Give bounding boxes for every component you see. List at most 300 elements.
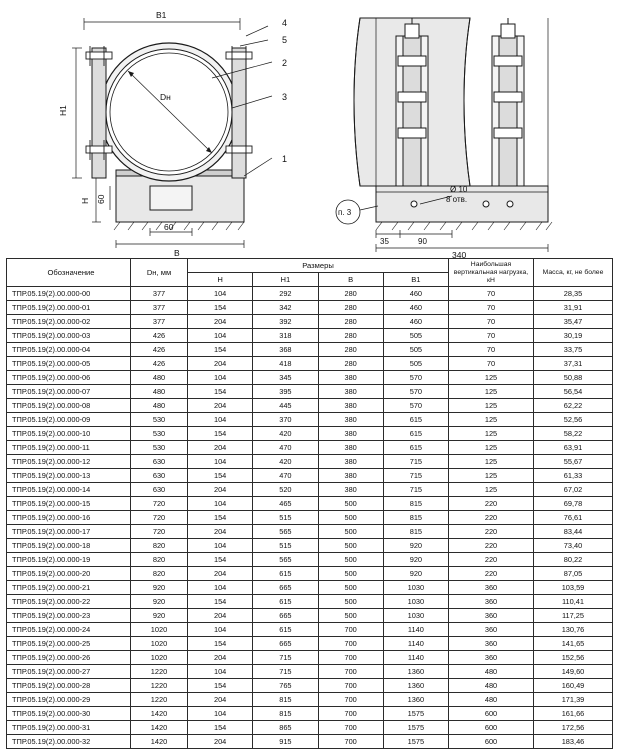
cell-value: 154 xyxy=(188,679,253,693)
cell-value: 570 xyxy=(383,385,448,399)
table-row xyxy=(7,441,613,455)
specification-table xyxy=(6,258,613,749)
th-h1: H1 xyxy=(253,273,318,287)
cell-value: 500 xyxy=(318,511,383,525)
cell-value: 715 xyxy=(383,455,448,469)
table-row xyxy=(7,343,613,357)
cell-designation: ТПР.05.19(2).00.000-16 xyxy=(7,511,131,525)
cell-value: 280 xyxy=(318,357,383,371)
th-b: B xyxy=(318,273,383,287)
cell-designation: ТПР.05.19(2).00.000-27 xyxy=(7,665,131,679)
cell-designation: ТПР.05.19(2).00.000-14 xyxy=(7,483,131,497)
table-row xyxy=(7,553,613,567)
cell-designation: ТПР.05.19(2).00.000-28 xyxy=(7,679,131,693)
cell-value: 154 xyxy=(188,553,253,567)
table-row xyxy=(7,427,613,441)
cell-value: 125 xyxy=(449,371,534,385)
cell-value: 665 xyxy=(253,581,318,595)
cell-value: 565 xyxy=(253,553,318,567)
cell-value: 67,02 xyxy=(534,483,613,497)
cell-value: 220 xyxy=(449,553,534,567)
cell-value: 505 xyxy=(383,343,448,357)
cell-value: 426 xyxy=(131,329,188,343)
cell-value: 130,76 xyxy=(534,623,613,637)
dim-label-340: 340 xyxy=(452,250,467,258)
table-row xyxy=(7,371,613,385)
cell-value: 220 xyxy=(449,525,534,539)
cell-value: 149,60 xyxy=(534,665,613,679)
cell-value: 500 xyxy=(318,581,383,595)
cell-value: 1140 xyxy=(383,623,448,637)
front-view xyxy=(72,18,272,248)
th-designation: Обозначение xyxy=(7,259,131,287)
cell-value: 700 xyxy=(318,665,383,679)
cell-value: 204 xyxy=(188,483,253,497)
cell-value: 62,22 xyxy=(534,399,613,413)
cell-value: 204 xyxy=(188,735,253,749)
cell-value: 220 xyxy=(449,511,534,525)
dim-label-dn: Dн xyxy=(160,92,171,102)
cell-value: 73,40 xyxy=(534,539,613,553)
cell-value: 61,33 xyxy=(534,469,613,483)
cell-value: 1020 xyxy=(131,637,188,651)
cell-value: 1360 xyxy=(383,665,448,679)
cell-value: 700 xyxy=(318,693,383,707)
table-row xyxy=(7,637,613,651)
cell-value: 204 xyxy=(188,357,253,371)
cell-value: 69,78 xyxy=(534,497,613,511)
cell-value: 31,91 xyxy=(534,301,613,315)
cell-value: 154 xyxy=(188,427,253,441)
cell-value: 480 xyxy=(131,399,188,413)
cell-value: 665 xyxy=(253,637,318,651)
cell-value: 360 xyxy=(449,637,534,651)
cell-value: 110,41 xyxy=(534,595,613,609)
cell-value: 204 xyxy=(188,609,253,623)
cell-value: 125 xyxy=(449,469,534,483)
cell-value: 426 xyxy=(131,343,188,357)
cell-value: 700 xyxy=(318,679,383,693)
cell-value: 37,31 xyxy=(534,357,613,371)
cell-value: 920 xyxy=(383,539,448,553)
cell-value: 1030 xyxy=(383,609,448,623)
cell-value: 125 xyxy=(449,385,534,399)
cell-value: 500 xyxy=(318,567,383,581)
cell-value: 420 xyxy=(253,455,318,469)
cell-value: 377 xyxy=(131,287,188,301)
cell-value: 700 xyxy=(318,707,383,721)
cell-value: 630 xyxy=(131,483,188,497)
table-body xyxy=(7,287,613,749)
cell-designation: ТПР.05.19(2).00.000-29 xyxy=(7,693,131,707)
cell-value: 380 xyxy=(318,441,383,455)
cell-value: 87,05 xyxy=(534,567,613,581)
cell-designation: ТПР.05.19(2).00.000-21 xyxy=(7,581,131,595)
cell-value: 1220 xyxy=(131,693,188,707)
th-dn: Dн, мм xyxy=(131,259,188,287)
cell-value: 125 xyxy=(449,427,534,441)
cell-value: 380 xyxy=(318,371,383,385)
cell-value: 815 xyxy=(383,511,448,525)
cell-value: 380 xyxy=(318,385,383,399)
cell-value: 104 xyxy=(188,497,253,511)
cell-designation: ТПР.05.19(2).00.000-00 xyxy=(7,287,131,301)
cell-value: 154 xyxy=(188,637,253,651)
dim-label-h1: H1 xyxy=(58,105,68,116)
cell-value: 30,19 xyxy=(534,329,613,343)
cell-value: 700 xyxy=(318,735,383,749)
cell-value: 460 xyxy=(383,301,448,315)
cell-value: 1420 xyxy=(131,735,188,749)
cell-designation: ТПР.05.19(2).00.000-19 xyxy=(7,553,131,567)
cell-value: 125 xyxy=(449,441,534,455)
cell-value: 204 xyxy=(188,441,253,455)
cell-value: 1020 xyxy=(131,651,188,665)
cell-value: 565 xyxy=(253,525,318,539)
table-row xyxy=(7,735,613,749)
side-view xyxy=(336,18,552,252)
cell-value: 500 xyxy=(318,539,383,553)
cell-value: 141,65 xyxy=(534,637,613,651)
cell-value: 420 xyxy=(253,427,318,441)
cell-designation: ТПР.05.19(2).00.000-05 xyxy=(7,357,131,371)
drawing-area xyxy=(0,0,619,258)
table-row xyxy=(7,469,613,483)
cell-value: 1360 xyxy=(383,679,448,693)
cell-value: 104 xyxy=(188,539,253,553)
cell-designation: ТПР.05.19(2).00.000-24 xyxy=(7,623,131,637)
cell-value: 865 xyxy=(253,721,318,735)
cell-value: 104 xyxy=(188,287,253,301)
cell-value: 1140 xyxy=(383,637,448,651)
cell-value: 204 xyxy=(188,399,253,413)
cell-value: 104 xyxy=(188,707,253,721)
cell-value: 470 xyxy=(253,469,318,483)
cell-value: 342 xyxy=(253,301,318,315)
cell-designation: ТПР.05.19(2).00.000-11 xyxy=(7,441,131,455)
cell-value: 1575 xyxy=(383,721,448,735)
cell-value: 154 xyxy=(188,385,253,399)
cell-value: 460 xyxy=(383,287,448,301)
cell-value: 104 xyxy=(188,581,253,595)
cell-designation: ТПР.05.19(2).00.000-20 xyxy=(7,567,131,581)
cell-value: 63,91 xyxy=(534,441,613,455)
cell-designation: ТПР.05.19(2).00.000-17 xyxy=(7,525,131,539)
th-b1: B1 xyxy=(383,273,448,287)
cell-value: 820 xyxy=(131,553,188,567)
cell-value: 50,88 xyxy=(534,371,613,385)
cell-value: 125 xyxy=(449,483,534,497)
cell-value: 615 xyxy=(253,623,318,637)
cell-value: 154 xyxy=(188,721,253,735)
cell-value: 104 xyxy=(188,455,253,469)
dim-label-b1: B1 xyxy=(156,10,167,20)
cell-value: 426 xyxy=(131,357,188,371)
cell-value: 125 xyxy=(449,455,534,469)
cell-value: 70 xyxy=(449,301,534,315)
table-row xyxy=(7,413,613,427)
cell-value: 360 xyxy=(449,623,534,637)
cell-designation: ТПР.05.19(2).00.000-04 xyxy=(7,343,131,357)
cell-value: 600 xyxy=(449,707,534,721)
cell-value: 820 xyxy=(131,539,188,553)
table-row xyxy=(7,497,613,511)
cell-value: 204 xyxy=(188,651,253,665)
table-row xyxy=(7,581,613,595)
cell-value: 52,56 xyxy=(534,413,613,427)
cell-value: 104 xyxy=(188,623,253,637)
cell-value: 204 xyxy=(188,567,253,581)
table-row xyxy=(7,329,613,343)
cell-designation: ТПР.05.19(2).00.000-18 xyxy=(7,539,131,553)
cell-value: 380 xyxy=(318,455,383,469)
cell-value: 160,49 xyxy=(534,679,613,693)
cell-value: 70 xyxy=(449,315,534,329)
table-row xyxy=(7,707,613,721)
cell-value: 630 xyxy=(131,455,188,469)
cell-value: 460 xyxy=(383,315,448,329)
cell-designation: ТПР.05.19(2).00.000-09 xyxy=(7,413,131,427)
table-row xyxy=(7,651,613,665)
cell-value: 1575 xyxy=(383,707,448,721)
cell-value: 715 xyxy=(253,665,318,679)
table-row xyxy=(7,511,613,525)
cell-value: 220 xyxy=(449,539,534,553)
cell-value: 104 xyxy=(188,413,253,427)
table-row xyxy=(7,455,613,469)
cell-value: 1140 xyxy=(383,651,448,665)
cell-designation: ТПР.05.19(2).00.000-31 xyxy=(7,721,131,735)
callout-3: 3 xyxy=(282,92,288,102)
cell-value: 500 xyxy=(318,595,383,609)
table-row xyxy=(7,357,613,371)
cell-value: 700 xyxy=(318,637,383,651)
th-sizes: Размеры xyxy=(188,259,449,273)
cell-value: 154 xyxy=(188,343,253,357)
cell-value: 380 xyxy=(318,427,383,441)
cell-value: 720 xyxy=(131,497,188,511)
cell-value: 418 xyxy=(253,357,318,371)
cell-value: 480 xyxy=(449,679,534,693)
cell-designation: ТПР.05.19(2).00.000-01 xyxy=(7,301,131,315)
cell-value: 83,44 xyxy=(534,525,613,539)
cell-designation: ТПР.05.19(2).00.000-06 xyxy=(7,371,131,385)
cell-value: 161,66 xyxy=(534,707,613,721)
dim-label-60-horizontal: 60 xyxy=(164,222,174,232)
cell-value: 292 xyxy=(253,287,318,301)
cell-value: 33,75 xyxy=(534,343,613,357)
dim-label-b: B xyxy=(174,248,180,258)
cell-value: 56,54 xyxy=(534,385,613,399)
cell-value: 172,56 xyxy=(534,721,613,735)
cell-value: 35,47 xyxy=(534,315,613,329)
th-h: H xyxy=(188,273,253,287)
cell-value: 76,61 xyxy=(534,511,613,525)
cell-value: 318 xyxy=(253,329,318,343)
cell-designation: ТПР.05.19(2).00.000-03 xyxy=(7,329,131,343)
cell-value: 117,25 xyxy=(534,609,613,623)
cell-designation: ТПР.05.19(2).00.000-26 xyxy=(7,651,131,665)
dim-label-35: 35 xyxy=(380,237,389,246)
cell-value: 345 xyxy=(253,371,318,385)
cell-value: 1575 xyxy=(383,735,448,749)
cell-value: 815 xyxy=(253,707,318,721)
cell-value: 125 xyxy=(449,399,534,413)
cell-value: 615 xyxy=(383,441,448,455)
cell-value: 360 xyxy=(449,651,534,665)
cell-value: 1220 xyxy=(131,665,188,679)
cell-value: 715 xyxy=(253,651,318,665)
cell-designation: ТПР.05.19(2).00.000-23 xyxy=(7,609,131,623)
table-row xyxy=(7,595,613,609)
cell-designation: ТПР.05.19(2).00.000-13 xyxy=(7,469,131,483)
table-row xyxy=(7,385,613,399)
table-row xyxy=(7,721,613,735)
cell-value: 500 xyxy=(318,553,383,567)
note-p3: п. 3 xyxy=(338,208,352,217)
table-row xyxy=(7,567,613,581)
cell-value: 280 xyxy=(318,315,383,329)
th-load: Наибольшая вертикальная нагрузка, кН xyxy=(449,259,534,287)
hole-diameter-label: Ø 10 xyxy=(450,185,468,194)
assembly-drawings xyxy=(0,0,619,258)
dim-label-90: 90 xyxy=(418,237,427,246)
cell-value: 204 xyxy=(188,315,253,329)
cell-value: 70 xyxy=(449,329,534,343)
cell-value: 104 xyxy=(188,371,253,385)
cell-value: 615 xyxy=(383,413,448,427)
cell-designation: ТПР.05.19(2).00.000-22 xyxy=(7,595,131,609)
cell-value: 125 xyxy=(449,413,534,427)
cell-value: 820 xyxy=(131,567,188,581)
cell-value: 515 xyxy=(253,511,318,525)
cell-value: 915 xyxy=(253,735,318,749)
cell-value: 920 xyxy=(383,553,448,567)
cell-value: 920 xyxy=(131,581,188,595)
cell-value: 171,39 xyxy=(534,693,613,707)
callout-5: 5 xyxy=(282,35,288,45)
cell-value: 204 xyxy=(188,693,253,707)
cell-value: 1420 xyxy=(131,721,188,735)
cell-value: 183,46 xyxy=(534,735,613,749)
cell-value: 377 xyxy=(131,315,188,329)
cell-value: 920 xyxy=(131,609,188,623)
cell-value: 920 xyxy=(131,595,188,609)
cell-value: 515 xyxy=(253,539,318,553)
cell-value: 500 xyxy=(318,525,383,539)
table-row xyxy=(7,483,613,497)
cell-designation: ТПР.05.19(2).00.000-32 xyxy=(7,735,131,749)
cell-value: 480 xyxy=(131,385,188,399)
cell-value: 465 xyxy=(253,497,318,511)
cell-value: 480 xyxy=(131,371,188,385)
cell-value: 154 xyxy=(188,511,253,525)
cell-value: 470 xyxy=(253,441,318,455)
cell-value: 815 xyxy=(253,693,318,707)
cell-value: 920 xyxy=(383,567,448,581)
table-row xyxy=(7,539,613,553)
cell-value: 1020 xyxy=(131,623,188,637)
cell-value: 58,22 xyxy=(534,427,613,441)
callout-1: 1 xyxy=(282,154,288,164)
cell-value: 154 xyxy=(188,595,253,609)
cell-value: 480 xyxy=(449,665,534,679)
cell-value: 395 xyxy=(253,385,318,399)
cell-value: 715 xyxy=(383,483,448,497)
table-row xyxy=(7,679,613,693)
cell-value: 370 xyxy=(253,413,318,427)
table-row xyxy=(7,301,613,315)
cell-value: 360 xyxy=(449,609,534,623)
cell-value: 505 xyxy=(383,357,448,371)
cell-value: 152,56 xyxy=(534,651,613,665)
cell-value: 700 xyxy=(318,721,383,735)
cell-value: 154 xyxy=(188,469,253,483)
cell-value: 220 xyxy=(449,497,534,511)
cell-designation: ТПР.05.19(2).00.000-02 xyxy=(7,315,131,329)
cell-value: 380 xyxy=(318,399,383,413)
callout-4: 4 xyxy=(282,18,288,28)
cell-value: 615 xyxy=(253,567,318,581)
cell-value: 570 xyxy=(383,371,448,385)
cell-value: 1360 xyxy=(383,693,448,707)
cell-value: 70 xyxy=(449,343,534,357)
cell-value: 520 xyxy=(253,483,318,497)
cell-value: 1220 xyxy=(131,679,188,693)
cell-value: 445 xyxy=(253,399,318,413)
cell-value: 70 xyxy=(449,287,534,301)
cell-value: 280 xyxy=(318,301,383,315)
cell-designation: ТПР.05.19(2).00.000-12 xyxy=(7,455,131,469)
cell-value: 1030 xyxy=(383,581,448,595)
cell-value: 368 xyxy=(253,343,318,357)
callout-2: 2 xyxy=(282,58,288,68)
cell-value: 700 xyxy=(318,623,383,637)
table-row xyxy=(7,315,613,329)
cell-designation: ТПР.05.19(2).00.000-08 xyxy=(7,399,131,413)
cell-value: 154 xyxy=(188,301,253,315)
cell-value: 530 xyxy=(131,413,188,427)
cell-value: 665 xyxy=(253,609,318,623)
cell-value: 280 xyxy=(318,343,383,357)
cell-value: 103,59 xyxy=(534,581,613,595)
dim-label-h: H xyxy=(80,197,90,204)
cell-value: 530 xyxy=(131,427,188,441)
table-row xyxy=(7,525,613,539)
cell-value: 500 xyxy=(318,497,383,511)
cell-value: 70 xyxy=(449,357,534,371)
cell-value: 55,67 xyxy=(534,455,613,469)
cell-value: 204 xyxy=(188,525,253,539)
cell-value: 600 xyxy=(449,721,534,735)
cell-value: 615 xyxy=(383,427,448,441)
cell-value: 480 xyxy=(449,693,534,707)
cell-value: 630 xyxy=(131,469,188,483)
cell-value: 280 xyxy=(318,329,383,343)
table-row xyxy=(7,623,613,637)
table-row xyxy=(7,399,613,413)
cell-value: 104 xyxy=(188,329,253,343)
cell-value: 815 xyxy=(383,525,448,539)
cell-value: 600 xyxy=(449,735,534,749)
cell-value: 1030 xyxy=(383,595,448,609)
cell-value: 28,35 xyxy=(534,287,613,301)
cell-value: 380 xyxy=(318,483,383,497)
cell-designation: ТПР.05.19(2).00.000-15 xyxy=(7,497,131,511)
dim-label-60-vertical: 60 xyxy=(96,194,106,204)
cell-designation: ТПР.05.19(2).00.000-30 xyxy=(7,707,131,721)
cell-value: 360 xyxy=(449,595,534,609)
